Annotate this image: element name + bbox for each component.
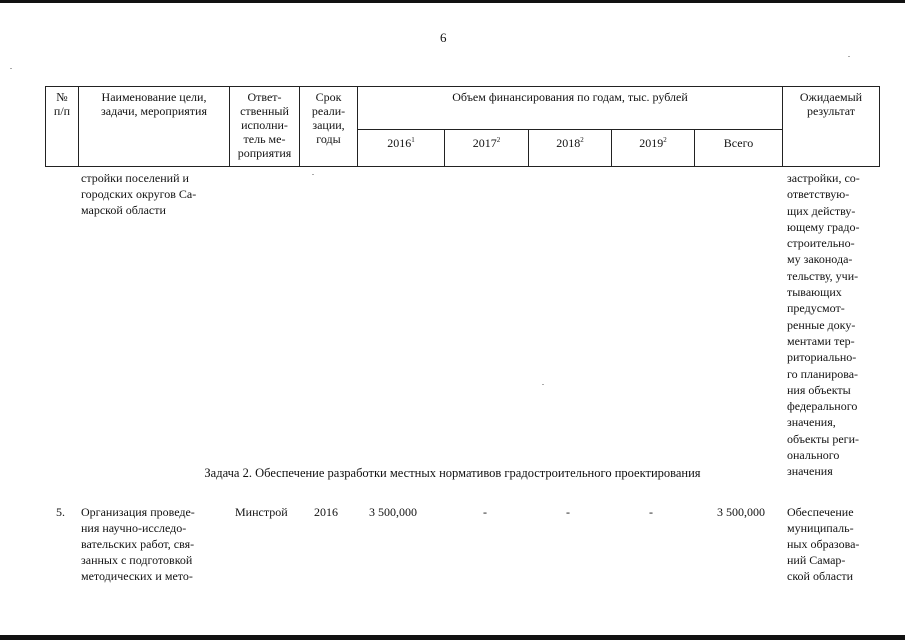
row5-value-2018: - bbox=[566, 505, 570, 519]
result-line: ментами тер- bbox=[787, 333, 855, 348]
header-executor-line: Ответ- bbox=[247, 90, 282, 104]
page-bottom-border bbox=[0, 635, 905, 640]
year-label: 2019 bbox=[639, 136, 664, 150]
result-line: ных образова- bbox=[787, 537, 860, 551]
result-line: ний Самар- bbox=[787, 553, 846, 567]
result-line: значения bbox=[787, 464, 833, 479]
header-term-line: зации, bbox=[312, 118, 345, 132]
table-right-border bbox=[879, 86, 880, 167]
result-line: го планирова- bbox=[787, 366, 859, 381]
header-result-line: Ожидаемый bbox=[799, 90, 863, 104]
result-line: ской области bbox=[787, 569, 854, 583]
row5-name-line: вательских работ, свя- bbox=[81, 537, 195, 551]
footnote-mark: 2 bbox=[496, 136, 501, 144]
footnote-mark: 2 bbox=[580, 136, 584, 144]
row5-result bbox=[787, 504, 875, 584]
row5-name bbox=[81, 504, 224, 584]
footnote-mark: 2 bbox=[663, 136, 667, 144]
header-financing: Объем финансирования по годам, тыс. рублей bbox=[452, 90, 688, 104]
header-number-line: № bbox=[56, 90, 68, 104]
result-line: онального bbox=[787, 448, 840, 463]
row5-value-2016: 3 500,000 bbox=[369, 505, 417, 519]
scan-speck bbox=[542, 384, 544, 385]
row5-value-total: 3 500,000 bbox=[717, 505, 765, 519]
result-line: ренные доку- bbox=[787, 317, 856, 332]
result-line: предусмот- bbox=[787, 301, 845, 316]
scan-speck bbox=[312, 174, 314, 175]
header-term-line: реали- bbox=[311, 104, 346, 118]
result-line: щих действу- bbox=[787, 203, 856, 218]
header-year-2019 bbox=[612, 136, 694, 150]
task-heading: Задача 2. Обеспечение разработки местных нормативов градостроительного проектирования bbox=[204, 466, 701, 480]
header-bottom-border bbox=[45, 166, 880, 167]
result-line: тывающих bbox=[787, 285, 842, 300]
continued-result bbox=[787, 170, 875, 480]
row5-name-line: ния научно-исследо- bbox=[81, 521, 187, 535]
footnote-mark: 1 bbox=[411, 136, 415, 144]
header-year-2017 bbox=[445, 136, 528, 150]
result-line: Обеспечение bbox=[787, 505, 854, 519]
header-year-2016 bbox=[358, 136, 444, 150]
continued-name-line: марской области bbox=[81, 203, 166, 217]
continued-name-line: городских округов Са- bbox=[81, 187, 197, 201]
column-divider bbox=[78, 86, 79, 167]
result-line: тельству, учи- bbox=[787, 268, 859, 283]
result-line: риториально- bbox=[787, 350, 857, 365]
result-line: значения, bbox=[787, 415, 836, 430]
header-name bbox=[80, 90, 228, 118]
scan-speck bbox=[848, 56, 850, 57]
row5-number: 5. bbox=[56, 505, 65, 519]
header-executor-line: ственный bbox=[240, 104, 289, 118]
page-top-border bbox=[0, 0, 905, 3]
result-line: федерального bbox=[787, 399, 858, 414]
page-number: 6 bbox=[440, 30, 447, 45]
row5-value-2017: - bbox=[483, 505, 487, 519]
row5-name-line: методических и мето- bbox=[81, 569, 193, 583]
year-label: 2017 bbox=[472, 136, 497, 150]
row5-value-2019: - bbox=[649, 505, 653, 519]
year-label: 2016 bbox=[387, 136, 412, 150]
header-term bbox=[300, 90, 357, 146]
header-year-2018 bbox=[529, 136, 611, 150]
row5-term: 2016 bbox=[314, 505, 338, 519]
row5-name-line: занных с подготовкой bbox=[81, 553, 193, 567]
header-name-line: Наименование цели, bbox=[101, 90, 207, 104]
continued-name bbox=[81, 170, 224, 218]
scan-speck bbox=[10, 68, 12, 69]
result-line: ющему градо- bbox=[787, 219, 860, 234]
table-top-border bbox=[45, 86, 880, 87]
header-executor-line: исполни- bbox=[241, 118, 288, 132]
header-executor-line: тель ме- bbox=[243, 132, 286, 146]
header-number bbox=[46, 90, 78, 118]
continued-name-line: стройки поселений и bbox=[81, 171, 189, 185]
header-name-line: задачи, мероприятия bbox=[101, 104, 207, 118]
row5-executor: Минстрой bbox=[235, 505, 288, 519]
header-result-line: результат bbox=[806, 104, 856, 118]
row5-name-line: Организация проведе- bbox=[81, 505, 195, 519]
header-result bbox=[783, 90, 879, 118]
result-line: му законода- bbox=[787, 252, 853, 267]
year-label: 2018 bbox=[556, 136, 581, 150]
years-divider-line bbox=[357, 129, 782, 130]
result-line: застройки, со- bbox=[787, 171, 860, 185]
result-line: строительно- bbox=[787, 236, 855, 251]
header-term-line: Срок bbox=[315, 90, 342, 104]
header-executor bbox=[230, 90, 299, 160]
header-executor-line: роприятия bbox=[237, 146, 292, 160]
result-line: ответствую- bbox=[787, 187, 850, 202]
result-line: объекты реги- bbox=[787, 431, 859, 446]
result-line: ния объекты bbox=[787, 382, 851, 397]
header-term-line: годы bbox=[316, 132, 341, 146]
header-number-line: п/п bbox=[53, 104, 71, 118]
result-line: муниципаль- bbox=[787, 521, 854, 535]
header-total: Всего bbox=[723, 136, 754, 150]
